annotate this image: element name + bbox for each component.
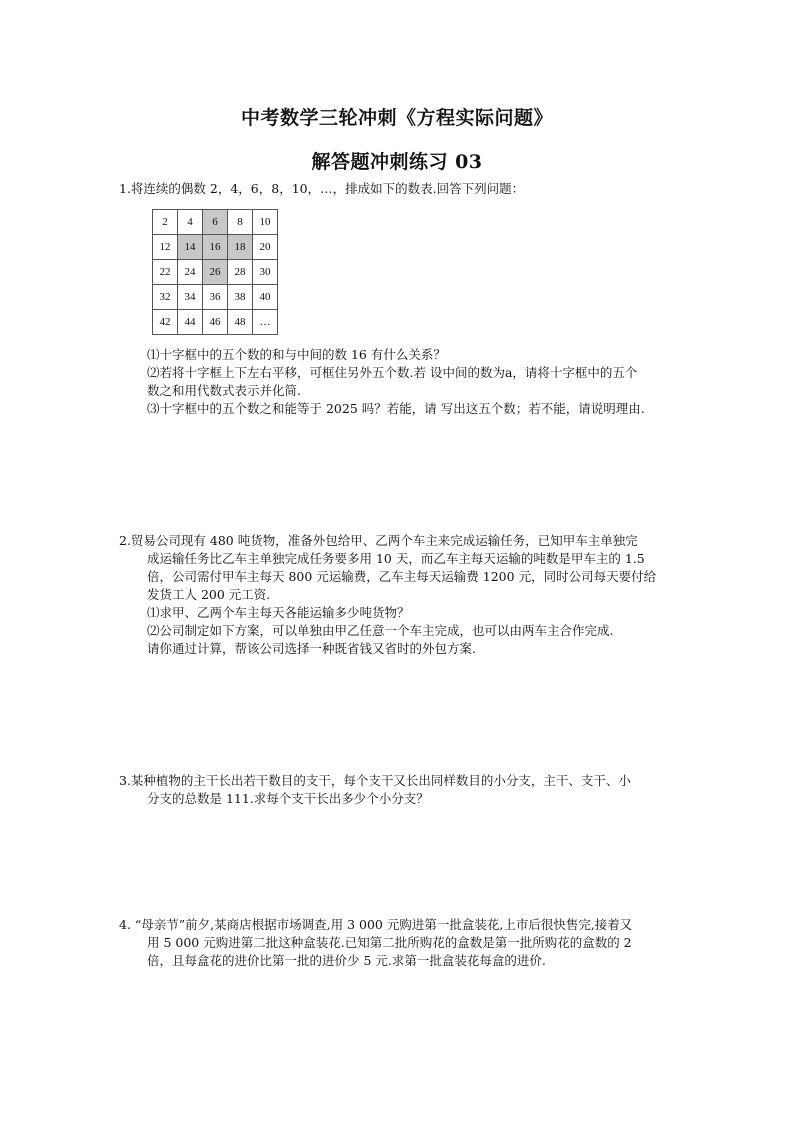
table-row: [153, 235, 278, 260]
table-cell: 28: [228, 260, 253, 285]
page-title: 中考数学三轮冲刺《方程实际问题》: [240, 107, 553, 129]
page-subtitle: 解答题冲刺练习 03: [311, 151, 483, 173]
table-row: [153, 260, 278, 285]
question-1-subparts: [119, 346, 645, 418]
question-1-text: 1.将连续的偶数 2，4，6，8，10，…，排成如下的数表.回答下列问题：: [119, 181, 525, 196]
table-cell: 16: [203, 235, 228, 260]
table-cell: 38: [228, 285, 253, 310]
question-1-part-2a: ⑵若将十字框上下左右平移，可框住另外五个数.若 设中间的数为a，请将十字框中的五个: [147, 365, 638, 380]
table-cell: 24: [178, 260, 203, 285]
table-cell: 40: [253, 285, 278, 310]
question-2-line-3: 倍，公司需付甲车主每天 800 元运输费，乙车主每天运输费 1200 元，同时公司每天要付给: [147, 569, 657, 584]
table-row: [153, 310, 278, 335]
table-cell: 48: [228, 310, 253, 335]
table-cell: 6: [203, 210, 228, 235]
question-2-line-2: 成运输任务比乙车主单独完成任务要多用 10 天，而乙车主每天运输的吨数是甲车主的 1.5: [147, 551, 645, 566]
number-table: [152, 209, 278, 335]
table-cell: 20: [253, 235, 278, 260]
table-cell: 44: [178, 310, 203, 335]
table-cell: 18: [228, 235, 253, 260]
question-1-stem: [119, 180, 524, 198]
question-2-part-2b: 请你通过计算，帮该公司选择一种既省钱又省时的外包方案.: [147, 641, 476, 656]
table-cell: 46: [203, 310, 228, 335]
table-cell: 8: [228, 210, 253, 235]
question-1-part-1: ⑴十字框中的五个数的和与中间的数 16 有什么关系？: [147, 347, 446, 362]
question-2-part-2: ⑵公司制定如下方案，可以单独由甲乙任意一个车主完成，也可以由两车主合作完成.: [147, 623, 614, 638]
table-cell: 4: [178, 210, 203, 235]
table-cell: 10: [253, 210, 278, 235]
question-4-line-2: 用 5 000 元购进第二批这种盒装花.已知第二批所购花的盒数是第一批所购花的盒数的 2: [147, 935, 632, 950]
table-cell: 12: [153, 235, 178, 260]
table-cell: 30: [253, 260, 278, 285]
question-2-part-1: ⑴求甲、乙两个车主每天各能运输多少吨货物？: [147, 605, 410, 620]
table-cell: 22: [153, 260, 178, 285]
question-3-line-2: 分支的总数是 111.求每个支干长出多少个小分支？: [147, 791, 429, 806]
table-cell: 2: [153, 210, 178, 235]
question-2-line-4: 发货工人 200 元工资.: [147, 587, 271, 602]
table-cell: 32: [153, 285, 178, 310]
table-cell: 36: [203, 285, 228, 310]
table-cell: 26: [203, 260, 228, 285]
question-1-part-3: ⑶十字框中的五个数之和能等于 2025 吗？若能，请 写出这五个数；若不能，请说明理由.: [147, 401, 645, 416]
table-row: [153, 285, 278, 310]
table-cell: 34: [178, 285, 203, 310]
question-4-line-3: 倍，且每盒花的进价比第一批的进价少 5 元.求第一批盒装花每盒的进价.: [147, 953, 546, 968]
question-3-line-1: 3.某种植物的主干长出若干数目的支干，每个支干又长出同样数目的小分支，主干、支干、小: [119, 773, 631, 788]
question-1-part-2b: 数之和用代数式表示并化简.: [147, 383, 301, 398]
table-cell: …: [253, 310, 278, 335]
question-3: [119, 772, 631, 808]
question-2: [119, 532, 656, 658]
table-cell: 14: [178, 235, 203, 260]
table-row: [153, 210, 278, 235]
question-2-line-1: 2.贸易公司现有 480 吨货物，准备外包给甲、乙两个车主来完成运输任务，已知甲车主单独完: [119, 533, 638, 548]
question-4: [119, 916, 632, 970]
table-cell: 42: [153, 310, 178, 335]
question-4-line-1: 4. “母亲节”前夕,某商店根据市场调查,用 3 000 元购进第一批盒装花,上市后很快售完,接着又: [119, 917, 633, 932]
